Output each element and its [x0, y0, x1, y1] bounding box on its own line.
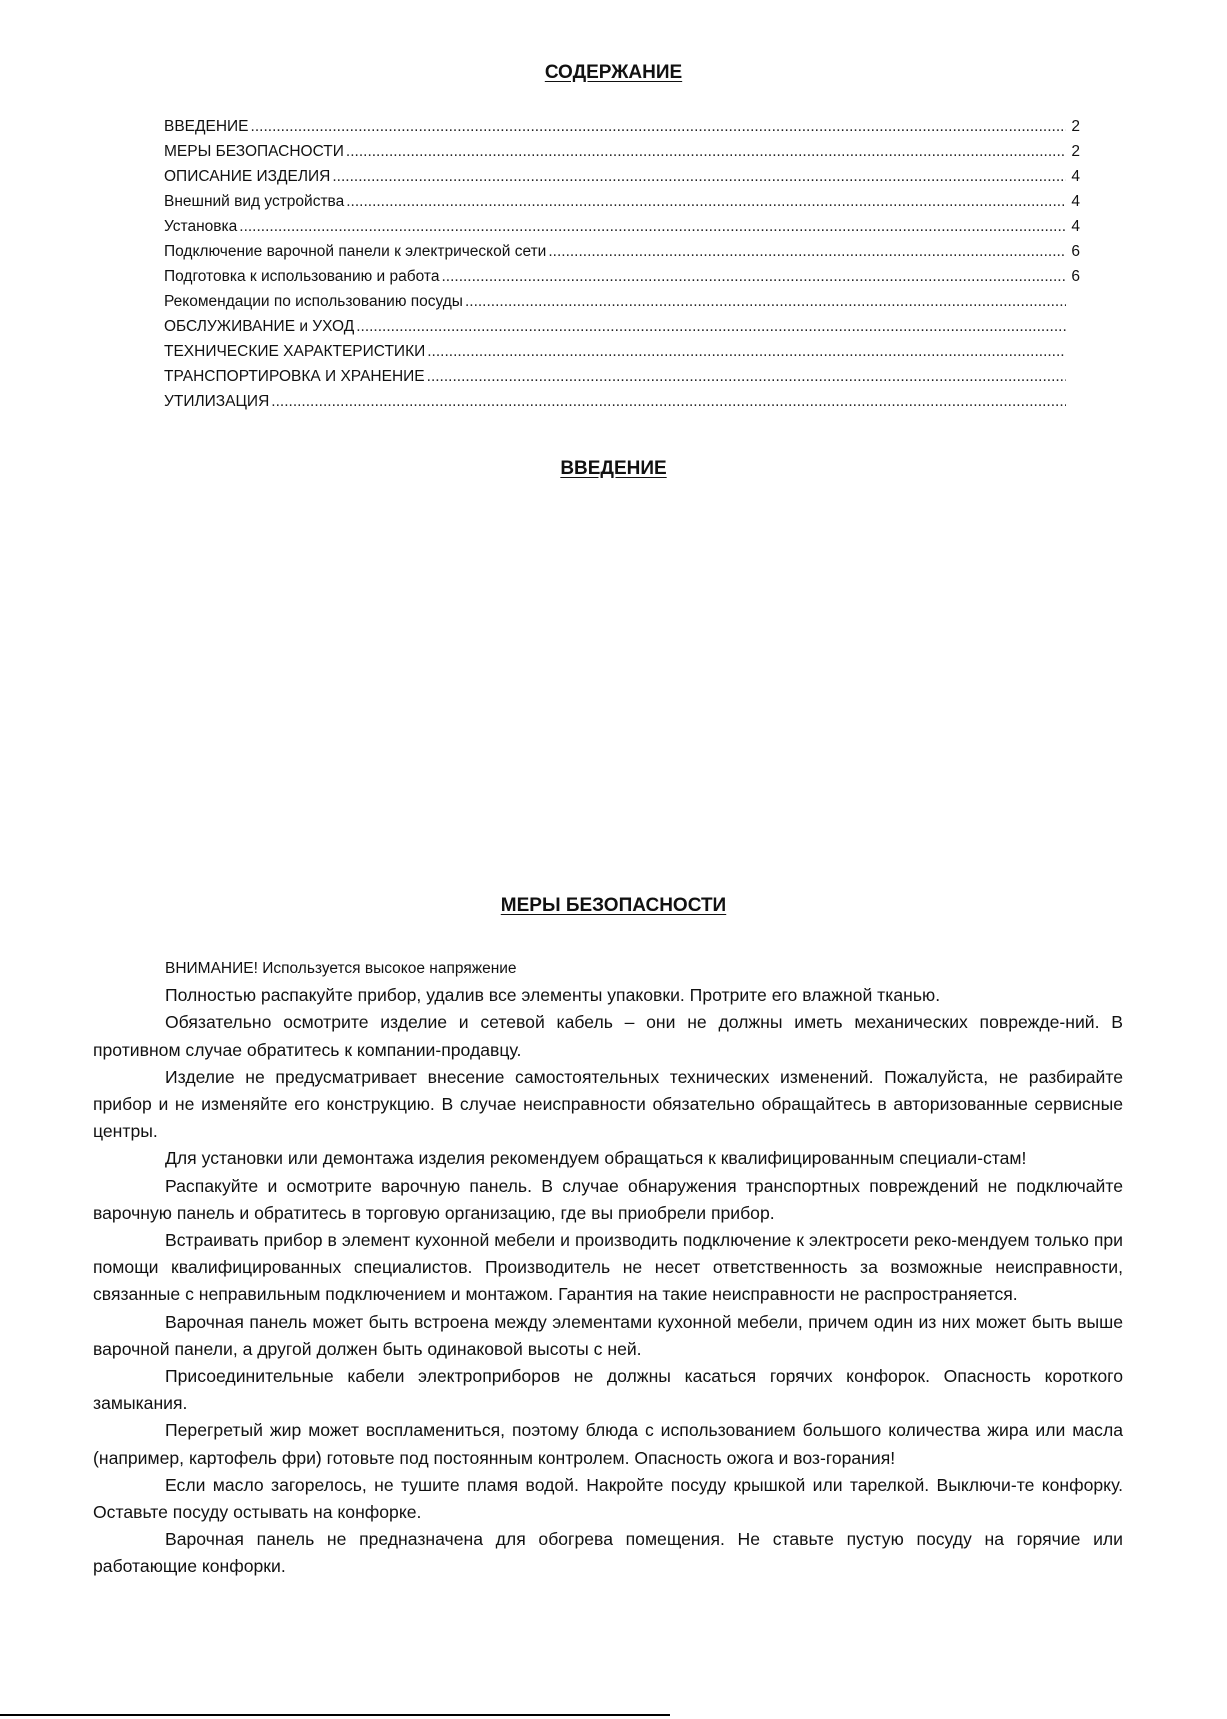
safety-section	[93, 955, 1123, 1581]
safety-paragraph: Присоединительные кабели электроприборов не должны касаться горячих конфорок. Опасность короткого замыкания.	[93, 1366, 1123, 1414]
toc-entry-label: ТРАНСПОРТИРОВКА И ХРАНЕНИЕ	[164, 368, 425, 385]
toc-entry	[164, 318, 1080, 343]
toc-entry-label: МЕРЫ БЕЗОПАСНОСТИ	[164, 143, 344, 160]
toc-entry-page: 4	[1071, 193, 1080, 210]
safety-paragraph: Варочная панель может быть встроена между элементами кухонной мебели, причем один из них может быть выше варочной панели, а другой должен быть одинаковой высоты с ней.	[93, 1311, 1123, 1359]
toc-leader-dots	[465, 293, 1066, 311]
toc-entry-page: 2	[1071, 118, 1080, 135]
toc-entry	[164, 243, 1080, 268]
toc-entry-label: Рекомендации по использованию посуды	[164, 293, 463, 310]
toc-entry	[164, 218, 1080, 243]
toc-leader-dots	[441, 268, 1066, 286]
toc-entry-label: ТЕХНИЧЕСКИЕ ХАРАКТЕРИСТИКИ	[164, 343, 426, 360]
toc-entry	[164, 143, 1080, 168]
toc-entry-label: Установка	[164, 218, 238, 235]
safety-paragraph: Если масло загорелось, не тушите пламя водой. Накройте посуду крышкой или тарелкой. Выключи-те конфорку. Оставьте посуду остывать на конфорке.	[93, 1474, 1123, 1523]
safety-paragraph: Изделие не предусматривает внесение самостоятельных технических изменений. Пожалуйста, не разбирайте прибор и не изменяйте его конструкцию. В случае неисправности обязательно обращайтесь в авторизованные сервисные центры.	[93, 1066, 1123, 1142]
toc-title: СОДЕРЖАНИЕ	[544, 62, 683, 83]
safety-paragraph: Обязательно осмотрите изделие и сетевой кабель – они не должны иметь механических поврежде-ний. В противном случае обратитесь к компании-продавцу.	[93, 1012, 1123, 1060]
toc-leader-dots	[427, 368, 1066, 386]
safety-paragraph: Перегретый жир может воспламениться, поэтому блюда с использованием большого количества жира или масла (например, картофель фри) готовьте под постоянным контролем. Опасность ожога и воз-горания!	[93, 1420, 1123, 1468]
toc-entry	[164, 293, 1080, 318]
toc-entry-page: 2	[1071, 143, 1080, 160]
toc-leader-dots	[346, 143, 1066, 161]
toc-entry-page: 4	[1071, 218, 1080, 235]
toc-entry-label: Подключение варочной панели к электрической сети	[164, 243, 547, 260]
toc-leader-dots	[346, 193, 1066, 211]
toc-entry-label: ВВЕДЕНИЕ	[164, 118, 249, 135]
safety-paragraph: Полностью распакуйте прибор, удалив все элементы упаковки. Протрите его влажной тканью.	[165, 985, 941, 1006]
safety-paragraph: Встраивать прибор в элемент кухонной мебели и производить подключение к электросети реко-мендуем только при помощи квалифицированных специалистов. Производитель не несет ответственность за возможные неисправности, связанные с неправильным подключением и монтажом. Гарантия на такие неисправности не распространяется.	[93, 1230, 1123, 1305]
toc-entry	[164, 118, 1080, 143]
safety-paragraph: Для установки или демонтажа изделия рекомендуем обращаться к квалифицированным специали-стам!	[165, 1148, 1027, 1169]
safety-paragraph: Распакуйте и осмотрите варочную панель. В случае обнаружения транспортных повреждений не подключайте варочную панель и обратитесь в торговую организацию, где вы приобрели прибор.	[93, 1175, 1123, 1223]
toc-leader-dots	[356, 318, 1066, 336]
toc-entry-page: 6	[1071, 243, 1080, 260]
toc-leader-dots	[239, 218, 1066, 236]
toc-entry-label: ОБСЛУЖИВАНИЕ и УХОД	[164, 318, 355, 335]
toc-leader-dots	[548, 243, 1066, 261]
toc-leader-dots	[251, 118, 1066, 136]
toc-entry	[164, 343, 1080, 368]
table-of-contents	[164, 118, 1080, 418]
toc-entry-label: Подготовка к использованию и работа	[164, 268, 440, 285]
toc-entry-label: ОПИСАНИЕ ИЗДЕЛИЯ	[164, 168, 331, 185]
intro-title: ВВЕДЕНИЕ	[560, 458, 667, 479]
toc-leader-dots	[427, 343, 1066, 361]
toc-entry-page: 4	[1071, 168, 1080, 185]
safety-paragraph: Варочная панель не предназначена для обогрева помещения. Не ставьте пустую посуду на горячие или работающие конфорки.	[93, 1529, 1123, 1577]
safety-title: МЕРЫ БЕЗОПАСНОСТИ	[500, 895, 727, 916]
toc-entry	[164, 268, 1080, 293]
footer-divider	[0, 1714, 670, 1716]
toc-leader-dots	[271, 393, 1066, 411]
toc-entry	[164, 368, 1080, 393]
toc-entry-label: Внешний вид устройства	[164, 193, 345, 210]
toc-leader-dots	[332, 168, 1066, 186]
toc-entry	[164, 168, 1080, 193]
toc-entry	[164, 193, 1080, 218]
warning-text: ВНИМАНИЕ! Используется высокое напряжение	[165, 960, 517, 977]
toc-entry-label: УТИЛИЗАЦИЯ	[164, 393, 270, 410]
toc-entry	[164, 393, 1080, 418]
toc-entry-page: 6	[1071, 268, 1080, 285]
